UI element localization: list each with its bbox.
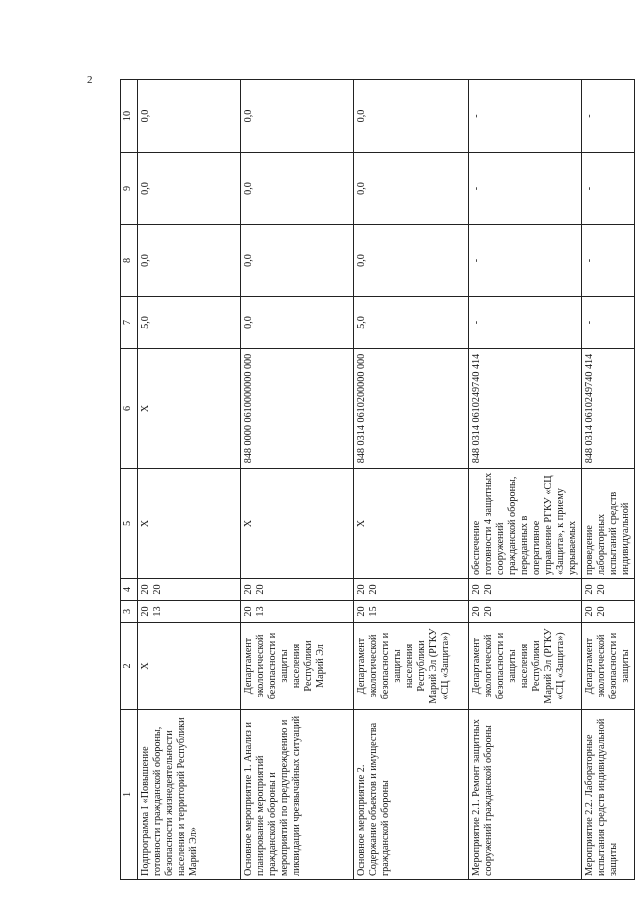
cell-value-8: 0,0: [138, 225, 241, 297]
cell-value-10: 0,0: [241, 80, 354, 153]
cell-value-8: 0,0: [241, 225, 354, 297]
cell-value-7: 0,0: [241, 297, 354, 349]
table-row: [469, 80, 582, 880]
page-number: 2: [87, 74, 93, 86]
cell-value-10: -: [469, 80, 582, 153]
cell-start-year: 2020: [582, 601, 635, 623]
cell-result: X: [241, 469, 354, 579]
col-header-6: 6: [121, 349, 138, 469]
cell-value-10: -: [582, 80, 635, 153]
col-header-8: 8: [121, 225, 138, 297]
cell-executor: Департамент экологической безопасности и защиты населения Республики Марий Эл (РГКУ «СЦ «Защита»): [354, 623, 469, 710]
cell-result: проведение лабораторных испытаний средств индивидуальной: [582, 469, 635, 579]
cell-end-year: 2020: [241, 579, 354, 601]
col-header-10: 10: [121, 80, 138, 153]
cell-end-year: 2020: [138, 579, 241, 601]
cell-value-9: 0,0: [354, 153, 469, 225]
col-header-3: 3: [121, 601, 138, 623]
col-header-2: 2: [121, 623, 138, 710]
cell-value-10: 0,0: [138, 80, 241, 153]
cell-executor: Департамент экологической безопасности и защиты населения Республики Марий Эл (РГКУ «СЦ «Защита»): [469, 623, 582, 710]
cell-name: Мероприятие 2.1. Ремонт защитных сооружений гражданской обороны: [469, 710, 582, 880]
cell-value-9: -: [582, 153, 635, 225]
cell-result: X: [354, 469, 469, 579]
col-header-9: 9: [121, 153, 138, 225]
header-row: [121, 80, 138, 880]
table-row: [582, 80, 635, 880]
cell-start-year: 2020: [469, 601, 582, 623]
cell-result: обеспечение готовности 4 защитных сооружений гражданской обороны, переданных в оперативное управление РГКУ «СЦ «Защита», к приему укрываемых: [469, 469, 582, 579]
cell-end-year: 2020: [469, 579, 582, 601]
cell-value-7: 5,0: [354, 297, 469, 349]
cell-budget-code: 848 0314 0610249740 414: [582, 349, 635, 469]
cell-value-9: 0,0: [241, 153, 354, 225]
cell-budget-code: X: [138, 349, 241, 469]
cell-start-year: 2013: [241, 601, 354, 623]
col-header-7: 7: [121, 297, 138, 349]
cell-name: Мероприятие 2.2. Лабораторные испытания средств индивидуальной защиты: [582, 710, 635, 880]
table-row: [138, 80, 241, 880]
cell-start-year: 2015: [354, 601, 469, 623]
col-header-5: 5: [121, 469, 138, 579]
table-row: [241, 80, 354, 880]
cell-value-10: 0,0: [354, 80, 469, 153]
cell-budget-code: 848 0314 0610200000 000: [354, 349, 469, 469]
cell-value-8: 0,0: [354, 225, 469, 297]
table-row: [354, 80, 469, 880]
cell-name: Основное мероприятие 2. Содержание объектов и имущества гражданской обороны: [354, 710, 469, 880]
cell-name: Подпрограмма I «Повышение готовности гражданской обороны, безопасности жизнедеятельности населения и территорий Республики Марий Эл»: [138, 710, 241, 880]
cell-value-7: 5,0: [138, 297, 241, 349]
cell-value-7: -: [582, 297, 635, 349]
cell-value-7: -: [469, 297, 582, 349]
col-header-4: 4: [121, 579, 138, 601]
cell-executor: Департамент экологической безопасности и защиты: [582, 623, 635, 710]
cell-value-9: 0,0: [138, 153, 241, 225]
program-table: [120, 79, 635, 880]
cell-value-8: -: [582, 225, 635, 297]
cell-start-year: 2013: [138, 601, 241, 623]
cell-executor: Департамент экологической безопасности и защиты населения Республики Марий Эл: [241, 623, 354, 710]
cell-value-9: -: [469, 153, 582, 225]
cell-name: Основное мероприятие 1. Анализ и планирование мероприятий гражданской обороны и мероприятий по предупреждению и ликвидации чрезвычайных ситуаций: [241, 710, 354, 880]
cell-end-year: 2020: [354, 579, 469, 601]
cell-result: X: [138, 469, 241, 579]
cell-value-8: -: [469, 225, 582, 297]
cell-budget-code: 848 0314 0610249740 414: [469, 349, 582, 469]
cell-executor: X: [138, 623, 241, 710]
col-header-1: 1: [121, 710, 138, 880]
cell-budget-code: 848 0000 0610000000 000: [241, 349, 354, 469]
rotated-table-container: [120, 80, 632, 880]
cell-end-year: 2020: [582, 579, 635, 601]
